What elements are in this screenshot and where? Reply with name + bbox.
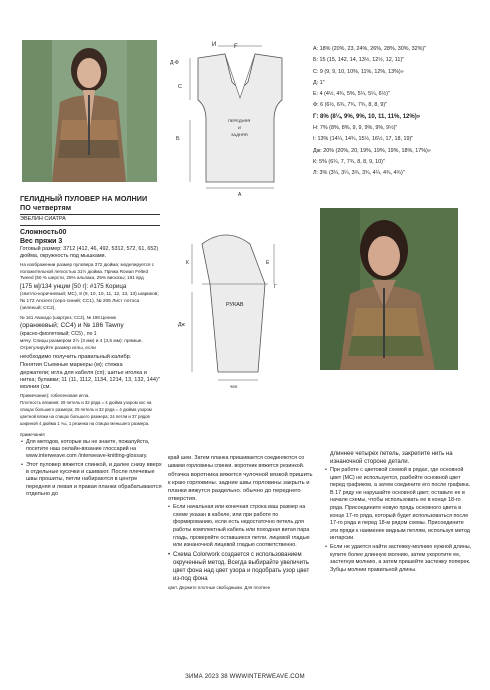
size-note: На изображении размер пуловера 372 дюйма; моделируется с положительной легкостью 31½ дюйма. Пряжа Rowan Felted Tweed (50 % шерсти, 25% альпака, 25% вискозы; 191 ярд: [20, 261, 155, 281]
notions-heading: Понятия Съемные маркеры (м); стежка: [20, 362, 123, 368]
designer-name: ЭВЕЛИН СИАТРА: [20, 216, 66, 222]
measurement-b: Б: 15 (15, 142, 14, 13½, 12½, 12, 11)": [313, 57, 405, 64]
sleeve-schematic: [170, 222, 300, 392]
model-photo-right-image: [320, 208, 458, 370]
col2-text-e: цвет. Держите плотные свободными. Для плотнее: [168, 584, 271, 590]
label-a: А: [238, 192, 242, 198]
yarn-colors-b: № 161 Авокадо (шартрез; СС3), № 198 Ценник: [20, 314, 116, 320]
measurement-c: С: 9 (9, 9, 10, 10%, 11%, 12%, 13%)»: [313, 68, 404, 75]
body-label-3: ЗАДНЯЯ: [231, 132, 248, 137]
title-rule: [20, 214, 160, 215]
measurement-d: Д: 1": [313, 79, 325, 86]
skill-level: Сложность00: [20, 229, 67, 236]
col3-note-zipper: • Если не удается найти застежку-молнию нужной длины, купите более длинную молнию, затем укоротите ее, застегнув молнию, а затем пришейте застежку поперек. Зубцы молнии правильной длины.: [330, 544, 473, 574]
measurements-list: [313, 44, 485, 180]
col2-text-a: край шеи. Затем планка пришивается соединяются со швами горловины спинки. воротник вяжется резинкой.: [168, 455, 305, 469]
yarn-main: [175 м]/134 унции [50 г]: #175 Корица: [20, 283, 127, 291]
col2-note-chart-edges: • Если начальная или конечная строка ваш размер на схеме указан в кабеле, или при работе по формированию, если есть недостаточно петель для работы комплектный кабель или походная витая пара гладь, проверяйте оставшиеся петли. лицевой гладью или изнаночной лицевой гладью соответственно.: [173, 504, 316, 550]
body-schematic: [170, 40, 310, 198]
measurement-j: Дж: 20% (20%, 20, 19%, 19%, 19%, 18%, 17%)»: [313, 147, 431, 154]
col3-text-a: длиннее четырех петель, закрепите нить на изнаночной стороне детали.: [330, 451, 453, 465]
body-label-1: ПЕРЕДНЯЯ: [228, 118, 251, 123]
column-1: [20, 228, 162, 500]
measurement-i: I: 13% (14¼, 14¾, 15½, 16½, 17, 18, 19)": [313, 136, 414, 143]
col2-note-colorwork: • Схема Colorwork создается с использованием окрученный метод. Всегда выбирайте увеличить цвет фона над цвет узора и подобрать узор цвет из-под фона: [173, 551, 316, 583]
col2-text-b: обтачка воротника вяжется чулочной вязкой пришить к краю горловины. задние швы горловины закрыть и планки вяжутся раздельно. обычно до переднего отверстия.: [168, 472, 313, 503]
label-k: К: [186, 260, 189, 266]
pattern-title-line2: ПО четвертям: [20, 203, 72, 212]
yarn-colors-a: (светло-коричневый; МС), 8 (9, 10, 10, 11, 12, 13, 13) шариков; № 172 Ancient (серо-синий; СС1), № 205 Лист лотоса (зеленый; СС2),: [20, 292, 159, 311]
col3-note-color-chart: • При работе с цветовой схемой в рядах, где основной цвет (МС) не используется, разбейте основной цвет перед графиком, а затем соедините его после графика. В 17 ряду не нарушайте основной цвет; оставьте ее в начале схемы, чтобы использовать ее в конце 18-го ряда. Присоедините новую прядь основного цвета в конце 17-го ряда, который будет использоваться после 17-го ряда и перед 18-м рядом схемы. Присоедините эти пряди к наименее видным петлям, используя метод интарсии.: [330, 467, 473, 543]
measurement-g: Г: 8% (8¼, 9%, 9%, 10, 11, 11%, 12%)»: [313, 113, 421, 120]
label-df: Д-Ф: [170, 60, 179, 66]
measurement-a: А: 18% (20%, 23, 24%, 26%, 28%, 30%, 32%)": [313, 46, 427, 52]
notions-note: Примечание); гобеленовая игла.: [20, 393, 90, 398]
gauge-details: Плотность вязания: 29 петель и 32 ряда = 4 дюйма узором кос на спицах большего размера; 25 петель и 32 ряда = 4 дюйма узором цветной вязки на спицах большего размера; 24 петли и 37 рядов шириной 4 дюйма 1 ×ы, 1 резинка на спицах меньшего размера.: [20, 400, 152, 426]
model-photo-top-image: [22, 40, 157, 182]
pattern-title-line1: ГЕЛИДНЫЙ ПУЛОВЕР НА МОЛНИИ: [20, 194, 148, 203]
body-label-2: И: [238, 125, 241, 130]
yarn-colors-c: (оранжевый; СС4) и № 186 Tawny: [20, 322, 124, 329]
needles: мячу. Спицы размером 2½ (3 мм) и 4 (3,5 мм): прямые. Отрегулируйте размер иглы, если: [20, 339, 143, 352]
sleeve-label: РУКАВ: [226, 302, 244, 308]
label-g: Г: [274, 284, 277, 290]
page-footer: ЗИМА 2023 38 WWWINTERWEAVE.COM: [185, 674, 305, 680]
notions-list: держатели; игла для кабеля (сп); шитье иголка и нитка; булавки; 11 (11, 1112, 1134, 1214, 13, 132, 144)" молния (см.: [20, 370, 160, 390]
measurement-k: К: 5% (6¼, 7, 7¾, 8, 8, 9, 10)": [313, 158, 385, 165]
label-f: F: [234, 44, 238, 50]
yarn-weight: Вес пряжи 3: [20, 238, 63, 245]
gauge-requirement: необходимо получить правильный калибр.: [20, 354, 132, 360]
label-l: чел: [230, 384, 238, 389]
label-dzh: Дж: [178, 322, 185, 328]
label-i: И: [212, 42, 217, 48]
column-3: [325, 450, 473, 575]
label-e: Е: [266, 260, 270, 266]
label-b: Б: [176, 136, 180, 142]
model-photo-right: [320, 208, 458, 370]
note-construction: • Этот пуловер вяжется спинкой, и далее снизу вверх в отдельные кусочки и сшивают. После плечевые швы прошиты, петли набираются в центре передняя и левая и правая планки обрабатываются отдельно до: [26, 462, 162, 499]
column-2: [168, 455, 316, 592]
designer-rule: [20, 225, 160, 226]
yarn-colors-d: (красно-фиолетовый; СС5) , по 1: [20, 331, 97, 337]
measurement-f: Ф: 6 (6½, 6¾, 7¾, 7¾, 8, 8, 9)": [313, 102, 388, 109]
finished-size: Готовый размер: 3712 (412, 46, 492, 5312, 572, 61, 652) дюйма, окружность под мышками.: [20, 246, 159, 260]
model-photo-top: [22, 40, 157, 182]
measurement-e: Е: 4 (4½, 4¾, 5%, 5¼, 5¼, 6½)": [313, 91, 390, 98]
notes-heading: примечания: [20, 431, 45, 437]
label-c: С: [178, 84, 182, 90]
measurement-h: Н: 7% (8%, 8%, 9, 9, 9%, 9%, 9½)": [313, 125, 398, 132]
measurement-l: Л: 3% (3¼, 3¼, 3¾, 3¾, 4¼, 4¾, 4¾)": [313, 170, 405, 177]
note-techniques: • Для методов, которые вы не знаете, пожалуйста, посетите наш онлайн-вязание глоссарий на www.interweave.com /interweave-knitting-glossary.: [26, 439, 162, 461]
